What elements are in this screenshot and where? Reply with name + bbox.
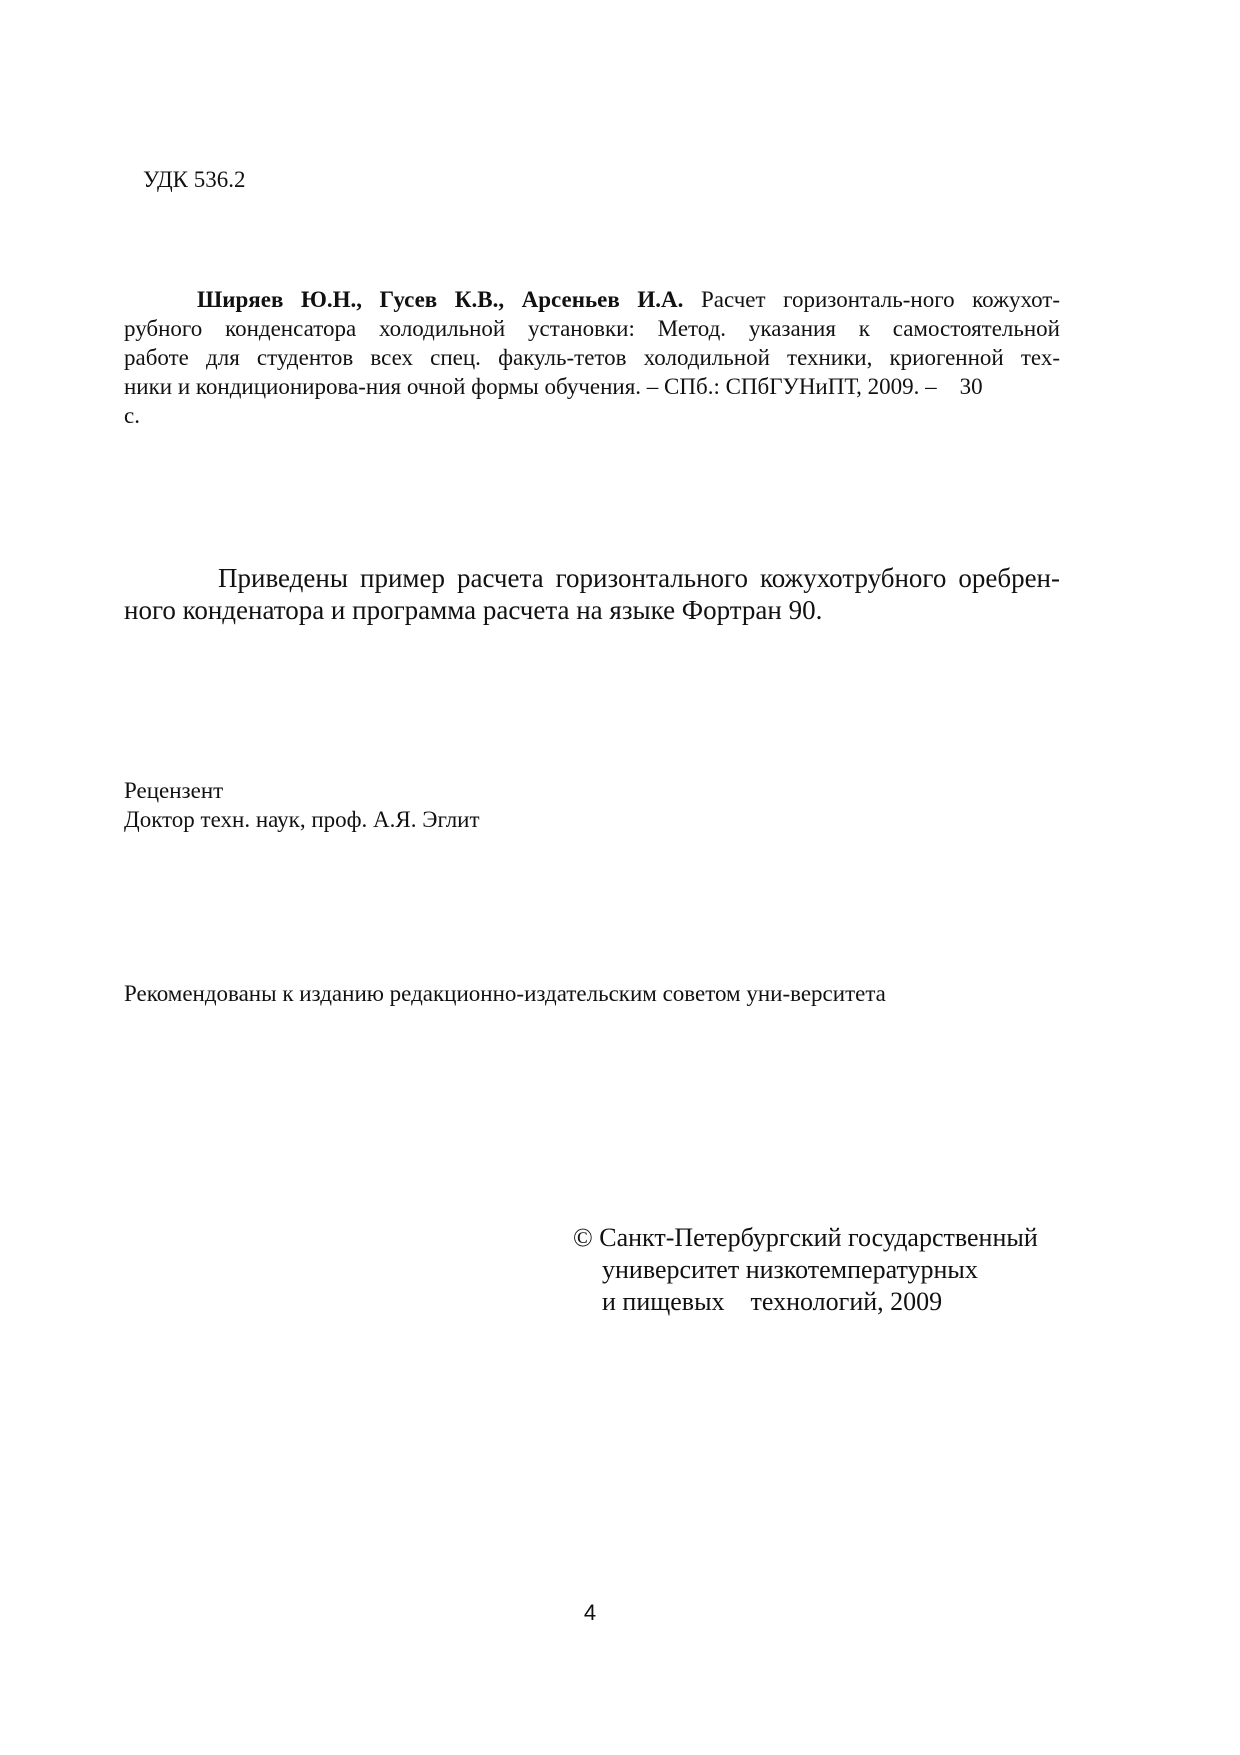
publication-recommendation: Рекомендованы к изданию редакционно-издательским советом уни-верситета — [124, 981, 886, 1006]
citation-line-2: рубного конденсатора холодильной установки: Метод. указания к самостоятельной — [124, 316, 1060, 341]
abstract-line-1: Приведены пример расчета горизонтального кожухотрубного оребрен- — [218, 563, 1060, 593]
citation-line-3: работе для студентов всех спец. факуль-тетов холодильной техники, криогенной тех- — [124, 345, 1060, 370]
page-number: 4 — [583, 1600, 597, 1625]
reviewer-label: Рецензент — [124, 778, 224, 803]
reviewer-block — [124, 776, 480, 834]
citation-authors: Ширяев Ю.Н., Гусев К.В., Арсеньев И.А. — [197, 287, 684, 312]
reviewer-name: Доктор техн. наук, проф. А.Я. Эглит — [124, 807, 480, 832]
copyright-line-3: и пищевых технологий, 2009 — [602, 1287, 943, 1316]
udk-code: УДК 536.2 — [143, 167, 246, 192]
copyright-notice — [573, 1222, 1038, 1318]
copyright-line-2: университет низкотемпературных — [602, 1255, 978, 1284]
abstract — [124, 562, 1060, 626]
copyright-line-1: © Санкт-Петербургский государственный — [573, 1223, 1038, 1252]
abstract-line-2: ного конденатора и программа расчета на языке Фортран 90. — [124, 595, 823, 625]
citation-line-5: с. — [124, 403, 140, 428]
citation-line-4: ники и кондиционирова-ния очной формы обучения. – СПб.: СПбГУНиПТ, 2009. – 30 — [124, 374, 983, 399]
bibliographic-citation — [124, 285, 1060, 430]
citation-line-1 — [124, 285, 1060, 314]
citation-title-start: Расчет горизонталь-ного кожухот- — [683, 287, 1060, 312]
